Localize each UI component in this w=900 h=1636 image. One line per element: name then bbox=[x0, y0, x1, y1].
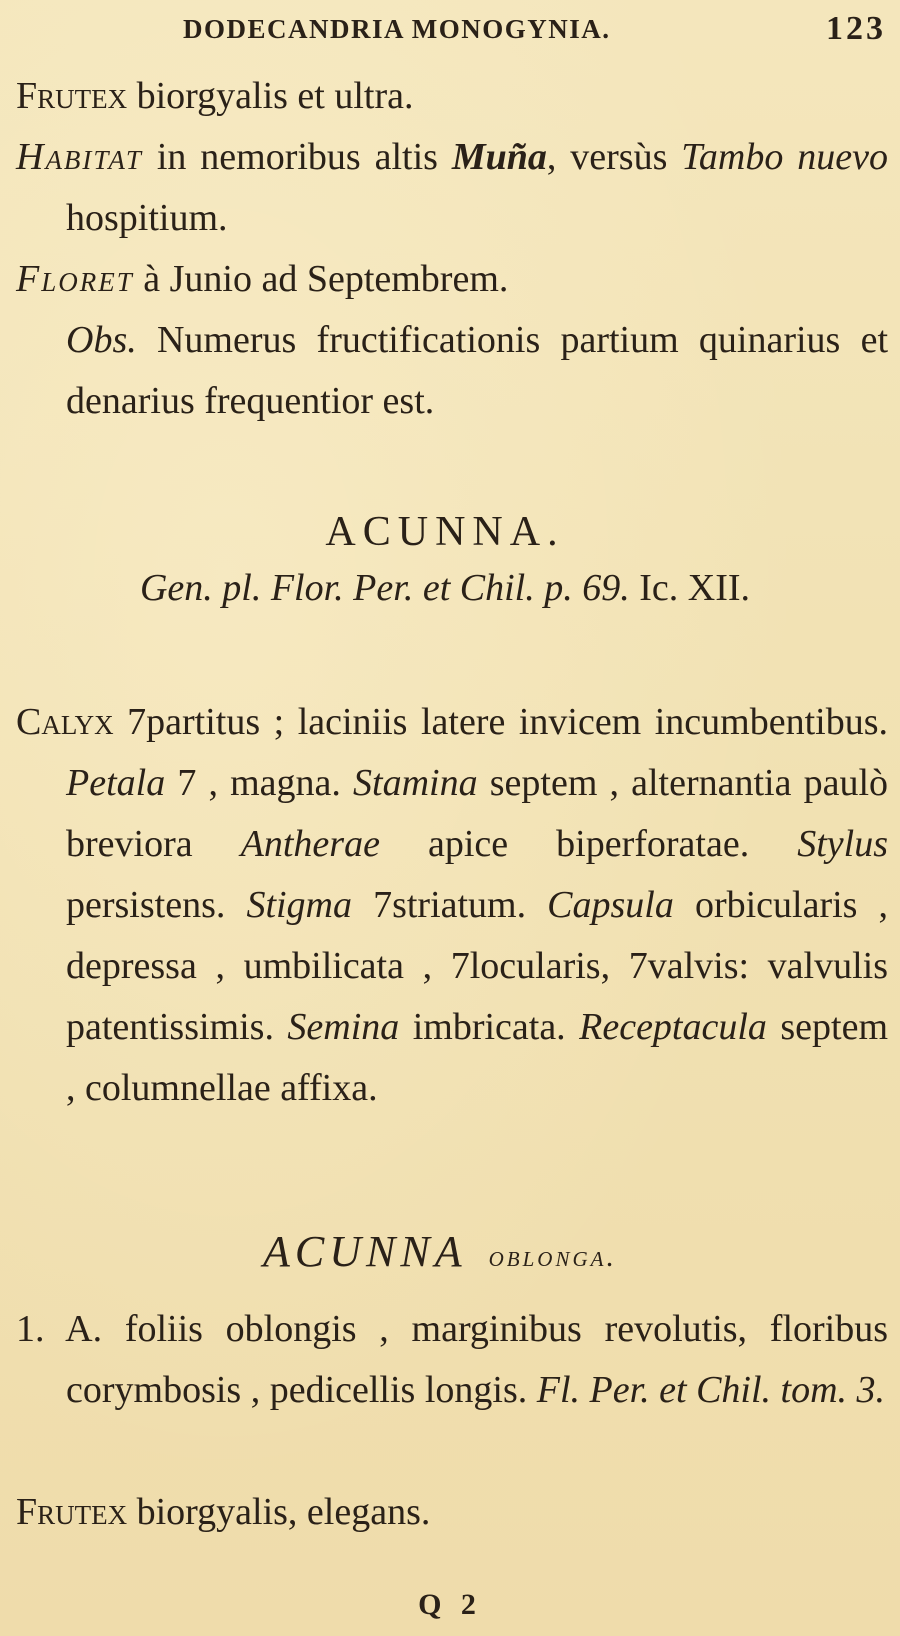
habitat-place-2: Tambo nuevo bbox=[681, 136, 888, 178]
species-number: 1. bbox=[16, 1308, 45, 1350]
desc-text-2: 7 , magna. bbox=[177, 762, 341, 804]
habitat-text: in nemoribus altis bbox=[156, 136, 438, 178]
species-reference: Fl. Per. et Chil. tom. 3. bbox=[536, 1369, 886, 1411]
frutex-label: Frutex bbox=[16, 75, 128, 117]
desc-text-3: septem , alternantia paulò breviora bbox=[66, 762, 889, 865]
desc-text-7: orbicularis , depressa , umbilicata , 7locularis, 7valvis: valvulis patentissimis. bbox=[66, 884, 888, 1048]
stamina-term: Stamina bbox=[353, 762, 478, 804]
antherae-term: Antherae bbox=[240, 823, 380, 865]
habitat-label: Habitat bbox=[16, 136, 143, 178]
capsula-term: Capsula bbox=[547, 884, 674, 926]
page-header bbox=[0, 6, 900, 58]
desc-text-5: persistens. bbox=[66, 884, 226, 926]
desc-text-8: imbricata. bbox=[412, 1006, 566, 1048]
petala-term: Petala bbox=[66, 762, 166, 804]
species-heading-genus: ACUNNA bbox=[263, 1227, 467, 1276]
habitat-text-2: , versùs bbox=[546, 136, 668, 178]
obs-label: Obs. bbox=[66, 319, 137, 361]
obs-text: Numerus fructificationis partium quinarius et denarius frequentior est. bbox=[66, 319, 889, 422]
frutex-text: biorgyalis et ultra. bbox=[136, 75, 414, 117]
frutex-line bbox=[16, 66, 888, 127]
page-number: 123 bbox=[826, 10, 886, 47]
genus-reference bbox=[0, 566, 900, 610]
desc-text-6: 7striatum. bbox=[373, 884, 527, 926]
species-diagnosis bbox=[16, 1299, 888, 1421]
species-frutex-text: biorgyalis, elegans. bbox=[136, 1491, 431, 1533]
species-heading-epithet: oblonga. bbox=[488, 1240, 617, 1273]
signature-mark: Q 2 bbox=[418, 1588, 482, 1621]
genus-reference-italic: Gen. pl. Flor. Per. et Chil. p. 69. bbox=[139, 567, 630, 609]
species-frutex-label: Frutex bbox=[16, 1491, 128, 1533]
habitat-text-3: hospitium. bbox=[66, 197, 228, 239]
genus-heading: ACUNNA. bbox=[325, 509, 565, 555]
semina-term: Semina bbox=[287, 1006, 400, 1048]
genus-reference-plate: Ic. XII. bbox=[639, 567, 751, 609]
habitat-paragraph bbox=[16, 127, 888, 249]
floret-text: à Junio ad Septembrem. bbox=[143, 258, 509, 300]
floret-label: Floret bbox=[16, 258, 134, 300]
species-frutex-line bbox=[16, 1482, 888, 1543]
floret-line bbox=[16, 249, 888, 310]
desc-text-9: septem , columnellae affixa. bbox=[66, 1006, 888, 1109]
stylus-term: Stylus bbox=[797, 823, 889, 865]
desc-text-4: apice biperforatae. bbox=[427, 823, 750, 865]
species-heading bbox=[0, 1226, 900, 1277]
running-head: DODECANDRIA MONOGYNIA. bbox=[183, 14, 611, 44]
habitat-place: Muña bbox=[451, 136, 547, 178]
obs-paragraph bbox=[38, 310, 888, 432]
receptacula-term: Receptacula bbox=[579, 1006, 767, 1048]
stigma-term: Stigma bbox=[246, 884, 352, 926]
species-diagnosis-text: A. foliis oblongis , marginibus revolutis, floribus corymbosis , pedicellis longis. bbox=[65, 1308, 888, 1411]
genus-description bbox=[16, 692, 888, 1119]
desc-text-1: 7partitus ; laciniis latere invicem incumbentibus. bbox=[127, 701, 888, 743]
calyx-label: Calyx bbox=[16, 701, 114, 743]
